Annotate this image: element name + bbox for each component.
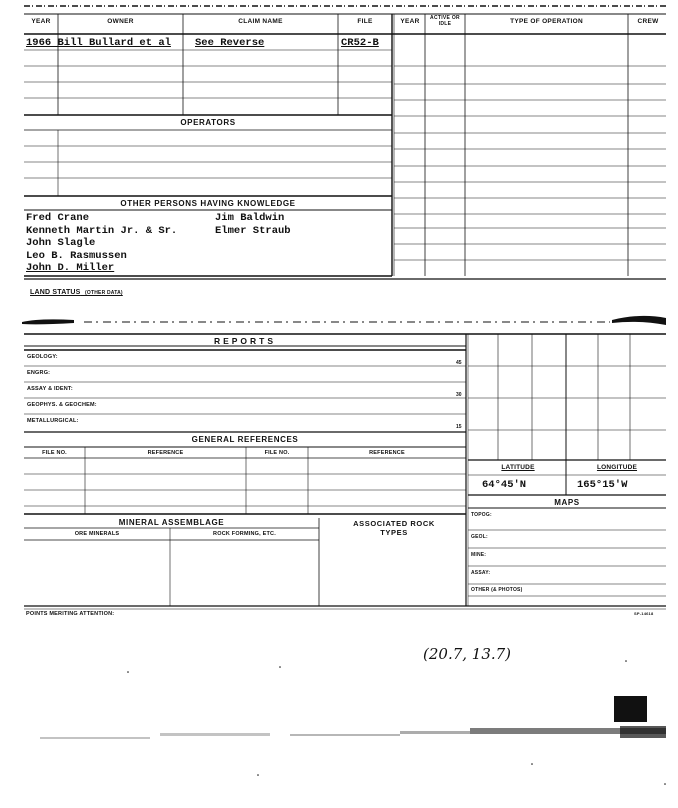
knowledge-person: Jim Baldwin (215, 212, 285, 224)
minerals-header-rock: ROCK FORMING, ETC. (213, 531, 276, 537)
latitude-label: LATITUDE (501, 464, 535, 471)
marker-15: 15 (456, 424, 462, 430)
associated-rock-types: ASSOCIATED ROCK TYPES (353, 519, 435, 537)
map-mine: MINE: (471, 552, 487, 558)
claims-header-file: FILE (357, 18, 373, 25)
land-status (30, 281, 123, 299)
refs-header-reference-2: REFERENCE (369, 450, 405, 456)
form-number: SP-14618 (634, 611, 654, 616)
knowledge-list-left (26, 212, 177, 275)
marker-30: 30 (456, 392, 462, 398)
map-assay: ASSAY: (471, 570, 491, 576)
map-topog: TOPOG: (471, 512, 492, 518)
longitude-value: 165°15'W (577, 479, 628, 491)
refs-header-file-no-2: FILE NO. (264, 450, 290, 456)
claim-year-owner: 1966 Bill Bullard et al (26, 37, 171, 49)
claims-header-owner: OWNER (107, 18, 134, 25)
ops-header-crew: CREW (637, 18, 659, 25)
general-refs-title: GENERAL REFERENCES (191, 435, 299, 444)
handwritten-coordinates: (20.7, 13.7) (423, 645, 512, 663)
longitude-label: LONGITUDE (596, 464, 638, 471)
claims-header-claim-name: CLAIM NAME (238, 18, 283, 25)
knowledge-list-right (215, 212, 291, 237)
operators-title: OPERATORS (180, 118, 236, 127)
report-metallurgical: METALLURGICAL: (27, 418, 79, 424)
knowledge-person: Elmer Straub (215, 224, 291, 237)
scan-noise (40, 660, 666, 785)
knowledge-person: John Slagle (26, 237, 96, 249)
minerals-title: MINERAL ASSEMBLAGE (118, 518, 225, 527)
knowledge-person: John D. Miller (26, 262, 115, 274)
land-status-sub: (OTHER DATA) (85, 290, 123, 296)
points-meriting-attention: POINTS MERITING ATTENTION: (26, 611, 115, 617)
ops-header-active-idle: ACTIVE OR IDLE (430, 15, 460, 27)
map-other: OTHER (& PHOTOS) (471, 587, 523, 593)
latitude-value: 64°45'N (482, 479, 527, 491)
report-geophys: GEOPHYS. & GEOCHEM: (27, 402, 97, 408)
ops-header-type: TYPE OF OPERATION (510, 18, 583, 25)
map-geol: GEOL: (471, 534, 488, 540)
knowledge-person: Leo B. Rasmussen (26, 249, 127, 262)
knowledge-person: Kenneth Martin Jr. & Sr. (26, 224, 178, 237)
land-status-label: LAND STATUS (30, 289, 81, 296)
claims-header-year: YEAR (31, 18, 51, 25)
reports-title: REPORTS (213, 336, 277, 346)
report-geology: GEOLOGY: (27, 354, 58, 360)
ops-header-year: YEAR (400, 18, 420, 25)
minerals-header-ore: ORE MINERALS (74, 531, 120, 537)
refs-header-file-no-1: FILE NO. (42, 450, 67, 456)
refs-header-reference-1: REFERENCE (147, 450, 184, 456)
report-engrg: ENGRG: (27, 370, 51, 376)
claim-name: See Reverse (195, 37, 265, 49)
report-assay: ASSAY & IDENT: (27, 386, 73, 392)
marker-45: 45 (456, 360, 462, 366)
knowledge-title: OTHER PERSONS HAVING KNOWLEDGE (120, 199, 296, 208)
knowledge-person: Fred Crane (26, 212, 90, 224)
claim-file: CR52-B (341, 37, 379, 49)
maps-title: MAPS (554, 498, 580, 507)
